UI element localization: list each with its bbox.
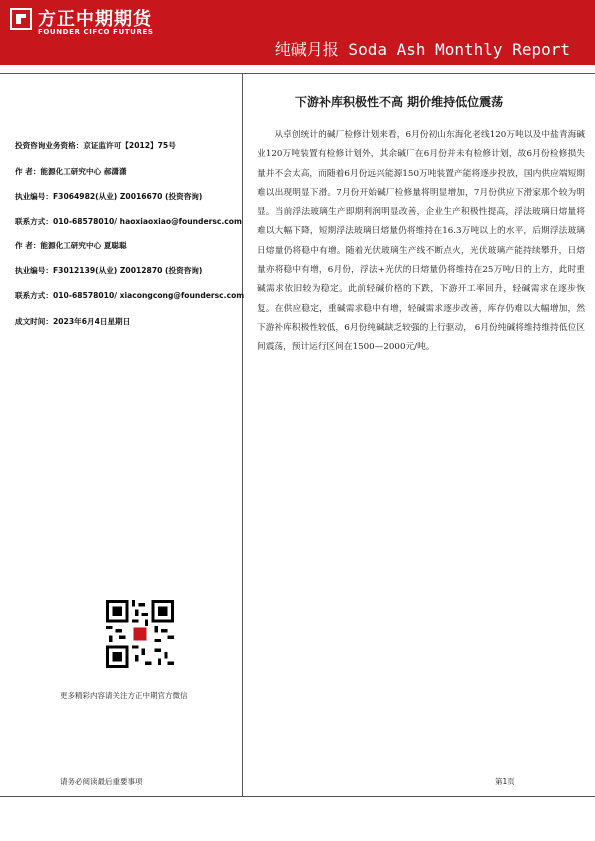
- page-number: 第1页: [495, 777, 515, 786]
- bottom-divider: [0, 796, 595, 797]
- article-headline: 下游补库积极性不高 期价维持低位震荡: [295, 95, 504, 109]
- article-body: 从卓创统计的碱厂检修计划来看，6月份初山东海化老线120万吨以及中盐青海碱业120万吨装置有检修计划外，其余碱厂在6月份并未有检修计划，故6月份检修损失量并不会太高，而随着6月份远兴能源150万吨装置产能将逐步投放，国内供应端短期难以出现明显下滑。7月份开始碱厂检修量将明显增加，7月份供应下滑家那个较为明显。当前浮法玻璃生产即期利润明显改善，企业生产积极性提高，浮法玻璃日熔量将难以大幅下降，短期浮法玻璃日熔量仍将维持在16.3万吨以上的水平，后期浮法玻璃日熔量仍将稳中有增。随着光伏玻璃生产线不断点火，光伏玻璃产能持续攀升，日熔量亦将稳中有增，6月份，浮法+光伏的日熔量仍将维持在25万吨/日的上方，此时重碱需求依旧较为稳定。此前轻碱价格的下跌，下游开工率回升，轻碱需求在逐步恢复。在供应稳定，重碱需求稳中有增，轻碱需求逐步改善，库存仍难以大幅增加，然下游补库积极性较低，6月份纯碱缺乏较强的上行驱动， 6月份纯碱将维持维持低位区间震荡，预计运行区间在1500—2000元/吨。: [257, 130, 585, 353]
- column-divider: [242, 74, 243, 797]
- footer-disclaimer: 请务必阅读最后重要事项: [60, 777, 143, 786]
- brand-name-en: FOUNDER CIFCO FUTURES: [38, 28, 154, 36]
- wechat-qr-code: [106, 600, 174, 668]
- publish-date-line: 成文时间：2023年6月4日星期日: [15, 317, 131, 326]
- contact-line-2: 联系方式：010-68578010/ xiacongcong@foundersc.com: [15, 291, 245, 300]
- header-banner: [0, 0, 595, 65]
- contact-line-1: 联系方式：010-68578010/ haoxiaoxiao@foundersc.com: [15, 217, 242, 226]
- top-divider: [0, 73, 595, 74]
- qualification-line: 投资咨询业务资格：京证监许可【2012】75号: [15, 141, 176, 150]
- founder-logo-icon: [10, 8, 32, 30]
- author-line-1: 作 者：能源化工研究中心 郝潇潇: [15, 167, 127, 176]
- brand-name-cn: 方正中期期货: [38, 9, 152, 30]
- author-line-2: 作 者：能源化工研究中心 夏聪聪: [15, 241, 127, 250]
- license-line-2: 执业编号：F3012139(从业) Z0012870 (投资咨询): [15, 266, 203, 275]
- qr-caption: 更多精彩内容请关注方正中期官方微信: [60, 691, 188, 700]
- report-title: 纯碱月报 Soda Ash Monthly Report: [274, 40, 570, 59]
- license-line-1: 执业编号：F3064982(从业) Z0016670 (投资咨询): [15, 192, 203, 201]
